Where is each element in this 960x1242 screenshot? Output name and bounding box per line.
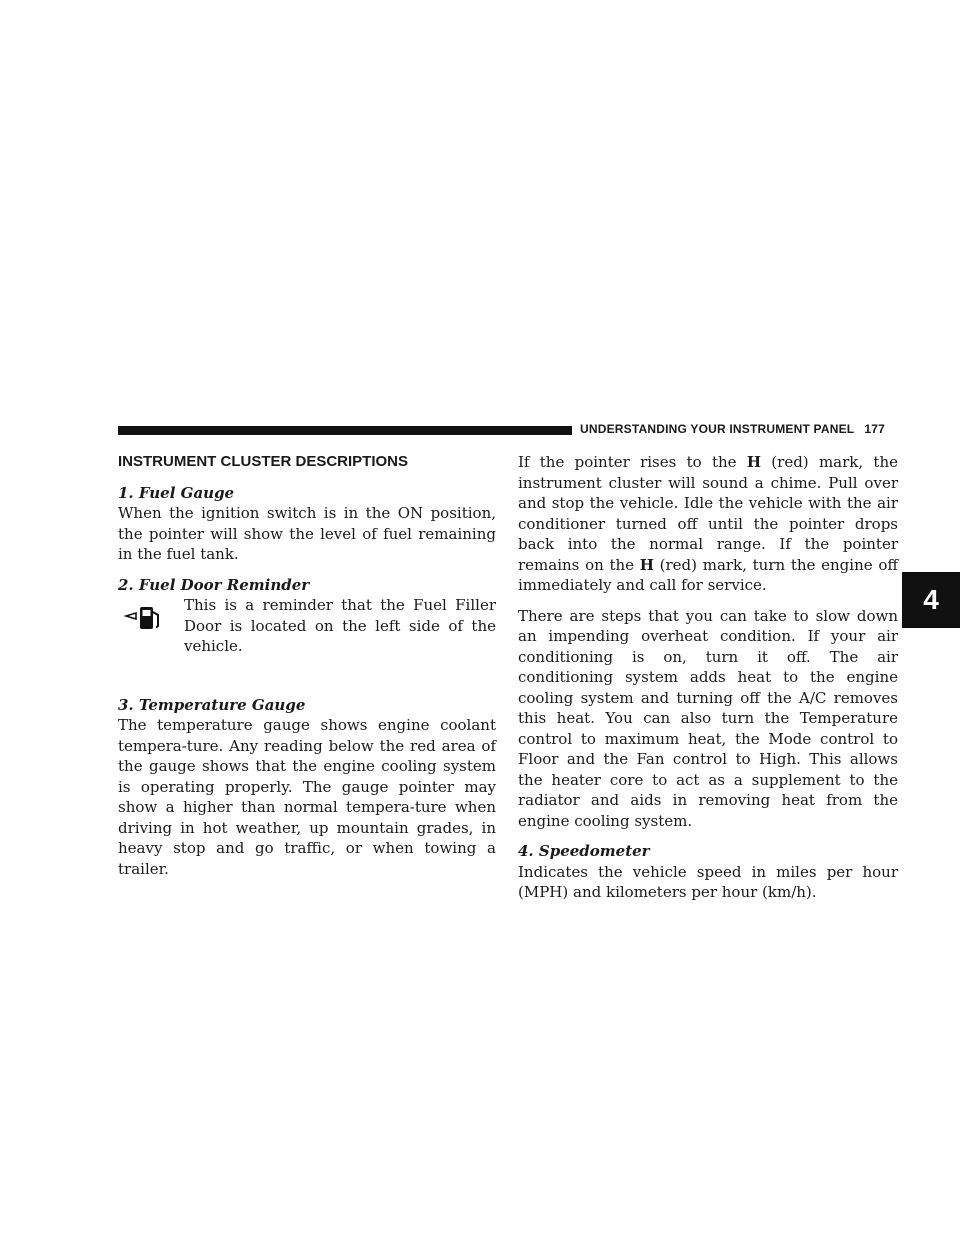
page-number: 177 [864,422,885,436]
header-title: UNDERSTANDING YOUR INSTRUMENT PANEL [580,422,855,436]
h-mark: H [746,453,762,471]
fuel-pump-icon [118,595,184,639]
section-heading: INSTRUMENT CLUSTER DESCRIPTIONS [118,453,409,470]
header-rule [118,426,572,435]
temperature-gauge-title: 3. Temperature Gauge [118,695,306,714]
overheat-steps-paragraph: There are steps that you can take to slow down an impending overheat condition. If your air conditioning is on, turn it off. The air conditioning system adds heat to the engine cooling system and turning off the A/C removes this heat. You can also turn the Temperature control to maximum heat, the Mode control to Floor and the Fan control to High. This allows the heater core to act as a supplement to the radiator and aids in removing heat from the engine cooling system. [518,606,898,830]
fuel-door-row [118,595,496,657]
text-run: (red) mark, the instrument cluster will sound a chime. Pull over and stop the vehicle. Idle the vehicle with the air conditioner turned off until the pointer drops back into the normal range. If the pointer remains on the [518,453,899,574]
overheat-paragraph [518,452,898,596]
fuel-gauge-title: 1. Fuel Gauge [118,483,235,502]
fuel-door-title: 2. Fuel Door Reminder [118,575,310,594]
left-column [118,452,496,879]
text-run: If the pointer rises to the [518,453,747,471]
temperature-gauge-text: The temperature gauge shows engine coolant tempera-ture. Any reading below the red area of the gauge shows that the engine cooling system is operating properly. The gauge pointer may show a higher than normal tempera-ture when driving in hot weather, up mountain grades, in heavy stop and go traffic, or when towing a trailer. [118,716,496,878]
speedometer-text: Indicates the vehicle speed in miles per hour (MPH) and kilometers per hour (km/h). [518,862,898,901]
speedometer-title: 4. Speedometer [518,842,650,860]
h-mark: H [639,555,654,574]
text-run: (red) mark, turn the engine off immediately and call for service. [518,555,899,594]
running-header [580,422,885,436]
right-column [518,452,898,903]
fuel-gauge-text: When the ignition switch is in the ON position, the pointer will show the level of fuel remaining in the fuel tank. [118,504,496,563]
fuel-door-text: This is a reminder that the Fuel Filler Door is located on the left side of the vehicle. [184,596,496,655]
chapter-tab: 4 [902,572,960,628]
